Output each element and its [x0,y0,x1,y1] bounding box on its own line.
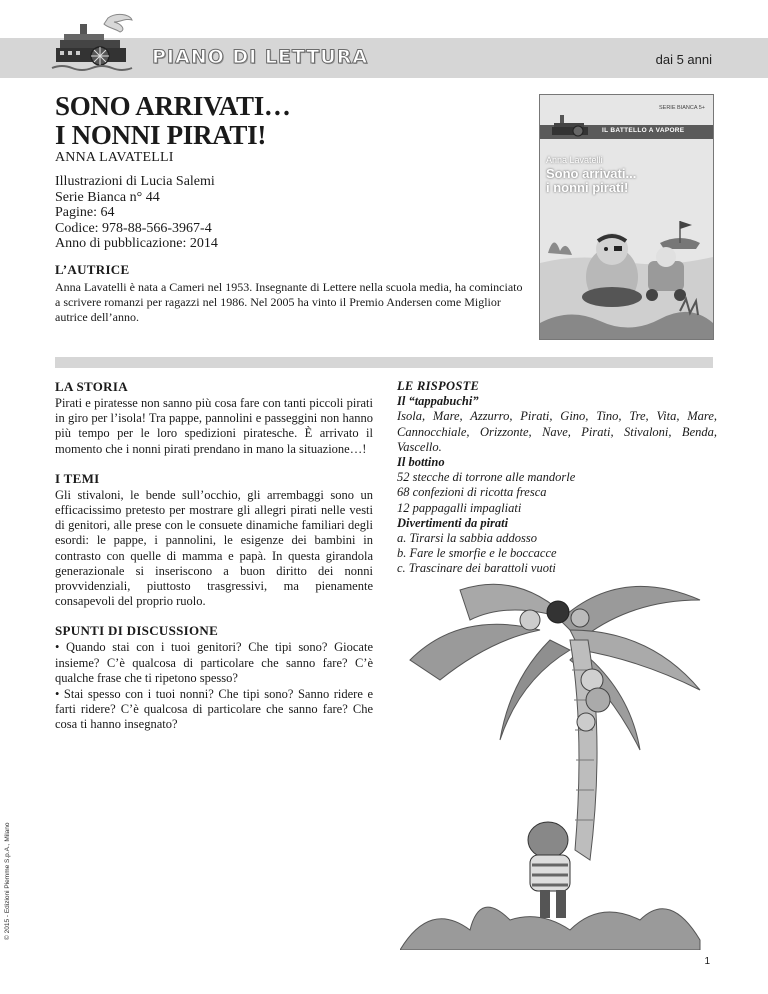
cover-collection: IL BATTELLO A VAPORE [602,127,685,134]
left-column [55,379,373,747]
answers-heading: LE RISPOSTE [397,379,480,393]
cover-steamboat-icon [550,115,594,141]
bottino-item: 52 stecche di torrone alle mandorle [397,470,576,485]
page-number: 1 [704,956,710,967]
themes-heading: I TEMI [55,470,100,486]
bottino-item: 68 confezioni di ricotta fresca [397,485,547,500]
divertimenti-title: Divertimenti da pirati [397,515,509,530]
divertimenti-item: b. Fare le smorfie e le boccacce [397,546,557,561]
palm-tree-pirate-illustration [400,570,710,950]
discussion-item: • Stai spesso con i tuoi nonni? Che tipi sono? Sanno ridere e farti ridere? C’è qualcosa di particolare che sanno fare? Che cosa ti hanno insegnato? [55,687,373,732]
author-bio-text: Anna Lavatelli è nata a Cameri nel 1953. Insegnante di Lettere nella scuola media, ha cominciato a scrivere romanzi per ragazzi nel 1986. Nel 2005 ha vinto il Premio Andersen come Miglior autrice dell’anno. [55,280,523,324]
age-label: dai 5 anni [655,52,712,67]
tappabuchi-title: Il “tappabuchi” [397,394,479,409]
cover-series: SERIE BIANCA 5+ [658,105,705,111]
discussion-section [55,623,373,732]
story-heading: LA STORIA [55,379,128,394]
copyright-note: © 2015 - Edizioni Piemme S.p.A., Milano [4,822,11,940]
divertimenti-item: c. Trascinare dei barattoli vuoti [397,561,556,576]
author-bio [55,262,525,325]
book-title-line: I NONNI PIRATI! [55,120,267,150]
cover-title-line: Sono arrivati... [546,166,637,181]
divertimenti-item: a. Tirarsi la sabbia addosso [397,531,537,546]
meta-pages: Pagine: 64 [55,205,115,220]
meta-illustrator: Illustrazioni di Lucia Salemi [55,174,215,189]
bottino-title: Il bottino [397,455,445,470]
cover-title-line: i nonni pirati! [546,180,629,195]
author-bio-heading: L’AUTRICE [55,262,130,277]
bottino-item: 12 pappagalli impagliati [397,500,522,515]
book-cover [539,94,714,340]
cover-illustration [540,203,713,339]
cover-author: Anna Lavatelli [546,155,603,165]
book-meta [55,174,218,252]
meta-series: Serie Bianca n° 44 [55,189,160,205]
section-divider [55,357,713,368]
themes-text: Gli stivaloni, le bende sull’occhio, gli arrembaggi sono un efficacissimo pretesto per mostrare gli allegri pirati nelle vesti di genitori, alle prese con le consuete dinamiche familiari degli esordi: le pappe, i pannolini, le esigenze dei bambini in contrasto con quelle di mamma e papà. In questa girandola generazionale si inseriscono a buon diritto dei nonni provvidenziali, piuttosto trasgressivi, ma pienamente consapevoli del proprio ruolo. [55,487,373,609]
discussion-heading: SPUNTI DI DISCUSSIONE [55,623,219,639]
cover-title [546,167,636,195]
answers-section [397,379,717,577]
discussion-item: • Quando stai con i tuoi genitori? Che tipi sono? Giocate insieme? C’è qualcosa di particolare che sanno fare? C’è qualche frase che ti ripetono spesso? [55,640,373,685]
tappabuchi-text: Isola, Mare, Azzurro, Pirati, Gino, Tino, Tre, Vita, Mare, Cannocchiale, Orizzonte, Nave, Pirati, Stivaloni, Benda, Vascello. [397,409,717,454]
book-title-line: SONO ARRIVATI… [55,91,291,121]
meta-year: Anno di pubblicazione: 2014 [55,236,218,251]
book-title [55,92,291,150]
book-author: ANNA LAVATELLI [55,150,174,165]
header-brand: PIANO DI LETTURA [152,46,369,68]
story-section [55,379,373,457]
meta-code: Codice: 978-88-566-3967-4 [55,220,212,236]
themes-section [55,471,373,610]
story-text: Pirati e piratesse non sanno più cosa fare con tanti piccoli pirati in giro per l’isola! Tra pappe, pannolini e passeggini non hanno più tempo per le loro spedizioni piratesche. È arrivato il momento che i nonni pirati prendano in mano la situazione…! [55,396,373,456]
steamboat-logo-icon [50,10,140,78]
